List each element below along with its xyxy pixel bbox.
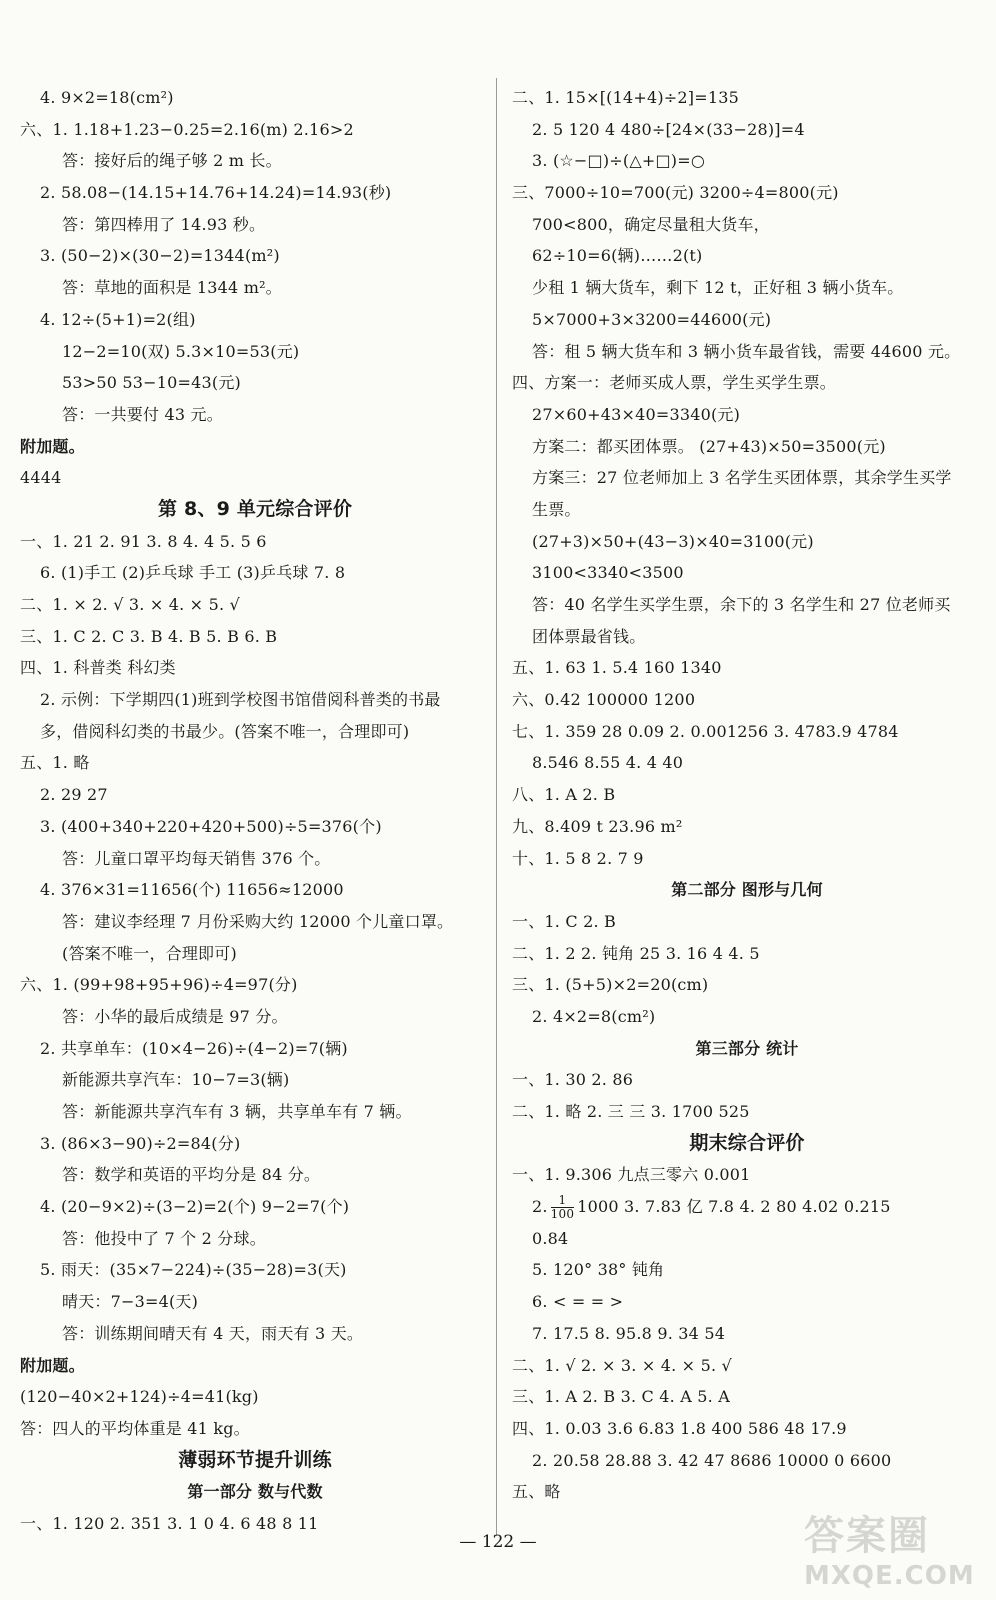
- answer-line: 4. 376×31=11656(个) 11656≈12000: [40, 880, 344, 900]
- answer-line: 八、1. A 2. B: [512, 785, 616, 805]
- answer-line: 700<800，确定尽量租大货车，: [532, 214, 770, 234]
- answer-line: 三、7000÷10=700(元) 3200÷4=800(元): [512, 183, 839, 203]
- answer-line: 62÷10=6(辆)……2(t): [532, 246, 703, 266]
- answer-line: 三、1. (5+5)×2=20(cm): [512, 975, 709, 995]
- answer-line: 4. 9×2=18(cm²): [40, 88, 174, 107]
- answer-line: 一、1. C 2. B: [512, 911, 616, 931]
- answer-line: 7. 17.5 8. 95.8 9. 34 54: [532, 1323, 726, 1343]
- answer-line: 二、1. 略 2. 三 三 3. 1700 525: [512, 1102, 750, 1121]
- answer-line: 答：他投中了 7 个 2 分球。: [62, 1228, 266, 1248]
- answer-line: 3100<3340<3500: [532, 563, 684, 583]
- answer-line: 五、1. 63 1. 5.4 160 1340: [512, 658, 722, 678]
- answer-line: 6. < = = >: [532, 1292, 624, 1312]
- answer-line: 答：一共要付 43 元。: [62, 404, 223, 424]
- answer-line: 27×60+43×40=3340(元): [532, 404, 741, 424]
- answer-line: 答：接好后的绳子够 2 m 长。: [62, 151, 282, 171]
- answer-line: 12−2=10(双) 5.3×10=53(元): [62, 341, 300, 361]
- answer-line: 答：新能源共享汽车有 3 辆，共享单车有 7 辆。: [62, 1102, 412, 1121]
- section-subheading: 第三部分 统计: [695, 1038, 799, 1058]
- answer-line: 答：建议李经理 7 月份采购大约 12000 个儿童口罩。: [62, 911, 454, 931]
- answer-line: 答：小华的最后成绩是 97 分。: [62, 1006, 288, 1026]
- section-subheading: 第二部分 图形与几何: [671, 880, 823, 900]
- answer-line: 二、1. 2 2. 钝角 25 3. 16 4 4. 5: [512, 943, 760, 963]
- right-column: [512, 82, 982, 1508]
- answer-line: 生票。: [532, 499, 581, 519]
- answer-line: 答：四人的平均体重是 41 kg。: [20, 1418, 250, 1438]
- fraction-denominator: 100: [550, 1207, 575, 1222]
- section-subheading: 第一部分 数与代数: [187, 1482, 323, 1502]
- answer-line: 答：第四棒用了 14.93 秒。: [62, 214, 266, 234]
- answer-line: 十、1. 5 8 2. 7 9: [512, 848, 644, 868]
- answer-line: 2. 5 120 4 480÷[24×(33−28)]=4: [532, 119, 805, 139]
- answer-line: 七、1. 359 28 0.09 2. 0.001256 3. 4783.9 4784: [512, 721, 899, 741]
- column-divider: [496, 78, 497, 1536]
- answer-line: 2. 29 27: [40, 785, 108, 805]
- answer-line: (答案不唯一，合理即可): [62, 943, 237, 963]
- answer-line: 答：儿童口罩平均每天销售 376 个。: [62, 848, 331, 868]
- answer-line: 多，借阅科幻类的书最少。(答案不唯一，合理即可): [40, 721, 410, 741]
- answer-line: 答：训练期间晴天有 4 天，雨天有 3 天。: [62, 1323, 364, 1343]
- answer-line: 六、1. 1.18+1.23−0.25=2.16(m) 2.16>2: [20, 119, 354, 139]
- answer-line: 附加题。: [20, 1355, 85, 1375]
- answer-line: (27+3)×50+(43−3)×40=3100(元): [532, 531, 814, 551]
- answer-line: 一、1. 120 2. 351 3. 1 0 4. 6 48 8 11: [20, 1513, 319, 1533]
- answer-line: 答：40 名学生买学生票，余下的 3 名学生和 27 位老师买: [532, 595, 951, 614]
- answer-line: 5×7000+3×3200=44600(元): [532, 309, 772, 329]
- answer-line: 九、8.409 t 23.96 m²: [512, 816, 683, 836]
- answer-line: 3. (☆−□)÷(△+□)=○: [532, 151, 705, 171]
- answer-line: 6. (1)手工 (2)乒乓球 手工 (3)乒乓球 7. 8: [40, 563, 346, 583]
- answer-line: 3. (400+340+220+420+500)÷5=376(个): [40, 816, 382, 836]
- answer-line: 4. 12÷(5+1)=2(组): [40, 309, 196, 329]
- answer-line: 答：草地的面积是 1344 m²。: [62, 278, 282, 298]
- watermark-bottom: MXQE.COM: [804, 1561, 975, 1591]
- fraction-numerator: 1: [551, 1194, 575, 1208]
- answer-line: 二、1. √ 2. × 3. × 4. × 5. √: [512, 1355, 732, 1375]
- answer-line: 二、1. 15×[(14+4)÷2]=135: [512, 88, 739, 107]
- answer-line: 一、1. 9.306 九点三零六 0.001: [512, 1165, 751, 1185]
- answer-line: 六、1. (99+98+95+96)÷4=97(分): [20, 975, 298, 995]
- answer-line: 3. (86×3−90)÷2=84(分): [40, 1133, 241, 1153]
- watermark-top: 答案圈: [804, 1513, 930, 1559]
- section-heading: 薄弱环节提升训练: [178, 1448, 332, 1471]
- answer-line: 一、1. 21 2. 91 3. 8 4. 4 5. 5 6: [20, 531, 267, 551]
- answer-line: 2. 4×2=8(cm²): [532, 1006, 656, 1026]
- answer-line: 5. 120° 38° 钝角: [532, 1260, 665, 1280]
- answer-line: 2. 58.08−(14.15+14.76+14.24)=14.93(秒): [40, 183, 392, 203]
- answer-text: 1000 3. 7.83 亿 7.8 4. 2 80 4.02 0.215: [577, 1197, 891, 1217]
- answer-line: 2. 共享单车：(10×4−26)÷(4−2)=7(辆): [40, 1038, 348, 1058]
- answer-line: 五、略: [512, 1482, 561, 1502]
- answer-line: 方案三：27 位老师加上 3 名学生买团体票，其余学生买学: [532, 468, 952, 488]
- answer-line: 一、1. 30 2. 86: [512, 1070, 634, 1090]
- page-number: — 122 —: [459, 1532, 537, 1552]
- fraction: [551, 1194, 575, 1221]
- answer-prefix: 2.: [532, 1197, 548, 1217]
- answer-line: 三、1. C 2. C 3. B 4. B 5. B 6. B: [20, 626, 278, 646]
- answer-line: 六、0.42 100000 1200: [512, 690, 696, 710]
- answer-line: 四、1. 0.03 3.6 6.83 1.8 400 586 48 17.9: [512, 1418, 847, 1438]
- answer-line: 方案二：都买团体票。 (27+43)×50=3500(元): [532, 436, 886, 456]
- answer-line: 新能源共享汽车：10−7=3(辆): [62, 1070, 290, 1090]
- answer-line: 4. (20−9×2)÷(3−2)=2(个) 9−2=7(个): [40, 1197, 350, 1217]
- answer-line: 三、1. A 2. B 3. C 4. A 5. A: [512, 1387, 730, 1407]
- answer-line: 答：数学和英语的平均分是 84 分。: [62, 1165, 321, 1185]
- answer-line: [512, 1191, 982, 1223]
- answer-line: 团体票最省钱。: [532, 626, 646, 646]
- answer-line: 2. 示例：下学期四(1)班到学校图书馆借阅科普类的书最: [40, 690, 441, 710]
- answer-line: 0.84: [532, 1228, 569, 1248]
- answer-line: 4444: [20, 468, 62, 488]
- answer-line: 二、1. × 2. √ 3. × 4. × 5. √: [20, 595, 240, 614]
- section-heading: 第 8、9 单元综合评价: [157, 497, 353, 520]
- answer-line: 少租 1 辆大货车，剩下 12 t，正好租 3 辆小货车。: [532, 278, 904, 298]
- watermark-logo: [804, 1504, 975, 1591]
- answer-line: 5. 雨天：(35×7−224)÷(35−28)=3(天): [40, 1260, 347, 1280]
- answer-line: 答：租 5 辆大货车和 3 辆小货车最省钱，需要 44600 元。: [532, 341, 961, 361]
- answer-line: 2. 20.58 28.88 3. 42 47 8686 10000 0 6600: [532, 1450, 892, 1470]
- answer-line: (120−40×2+124)÷4=41(kg): [20, 1387, 259, 1407]
- section-heading: 期末综合评价: [689, 1131, 805, 1154]
- answer-line: 8.546 8.55 4. 4 40: [532, 753, 684, 773]
- left-column: [20, 82, 490, 1540]
- answer-line: 3. (50−2)×(30−2)=1344(m²): [40, 246, 280, 266]
- answer-line: 晴天：7−3=4(天): [62, 1292, 199, 1312]
- answer-line: 53>50 53−10=43(元): [62, 373, 241, 393]
- answer-line: 四、1. 科普类 科幻类: [20, 658, 176, 678]
- answer-line: 四、方案一：老师买成人票，学生买学生票。: [512, 373, 837, 393]
- answer-line: 五、1. 略: [20, 753, 90, 773]
- answer-line: 附加题。: [20, 436, 85, 456]
